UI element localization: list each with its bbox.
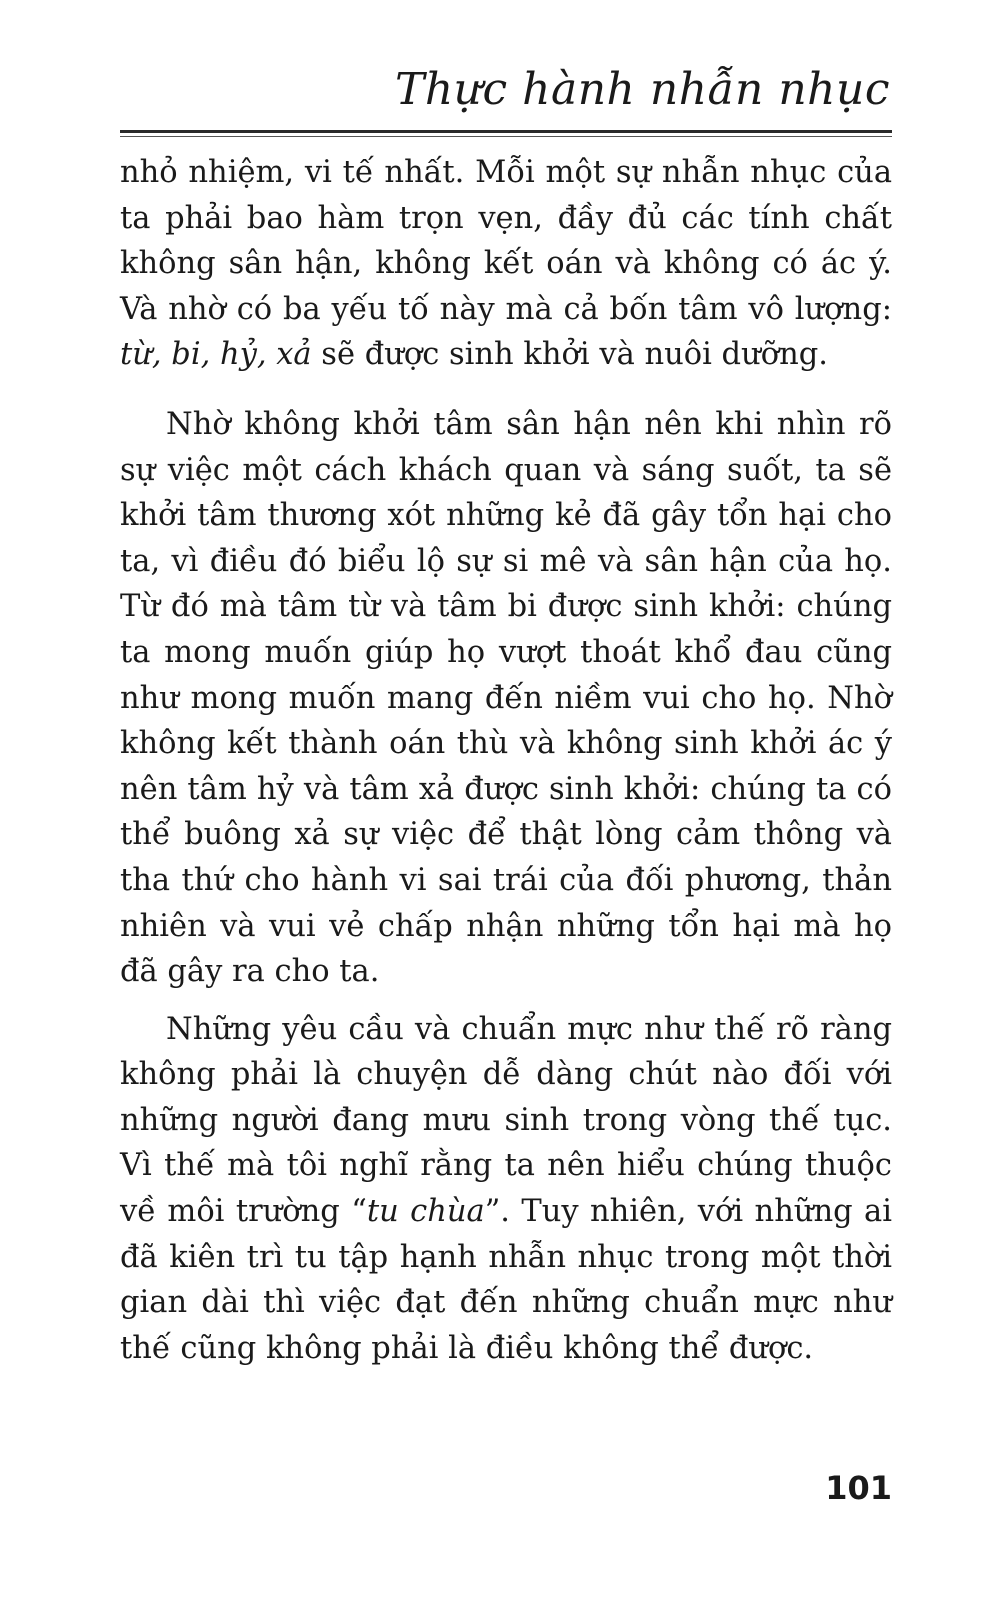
paragraph-3-italic-tu-chua: tu chùa (366, 1194, 485, 1230)
body-text (120, 150, 892, 1371)
page-number: 101 (825, 1469, 892, 1507)
header-rule (120, 130, 892, 133)
paragraph-3 (120, 1007, 892, 1372)
header-rule-thin (120, 136, 892, 137)
paragraph-2 (120, 402, 892, 995)
paragraph-2-text: Nhờ không khởi tâm sân hận nên khi nhìn rõ sự việc một cách khách quan và sáng suốt, ta sẽ khởi tâm thương xót những kẻ đã gây tổn hại cho ta, vì điều đó biểu lộ sự si mê và sân hận của họ. Từ đó mà tâm từ và tâm bi được sinh khởi: chúng ta mong muốn giúp họ vượt thoát khổ đau cũng như mong muốn mang đến niềm vui cho họ. Nhờ không kết thành oán thù và không sinh khởi ác ý nên tâm hỷ và tâm xả được sinh khởi: chúng ta có thể buông xả sự việc để thật lòng cảm thông và tha thứ cho hành vi sai trái của đối phương, thản nhiên và vui vẻ chấp nhận những tổn hại mà họ đã gây ra cho ta. (120, 406, 892, 990)
paragraph-1-text: nhỏ nhiệm, vi tế nhất. Mỗi một sự nhẫn nhục của ta phải bao hàm trọn vẹn, đầy đủ các tính chất không sân hận, không kết oán và không có ác ý. Và nhờ có ba yếu tố này mà cả bốn tâm vô lượng: (120, 155, 892, 327)
paragraph-3-text: Những yêu cầu và chuẩn mực như thế rõ ràng không phải là chuyện dễ dàng chút nào đối với những người đang mưu sinh trong vòng thế tục. Vì thế mà tôi nghĩ rằng ta nên hiểu chúng thuộc về môi trường “ (120, 1011, 892, 1230)
paragraph-3-text-end: ”. Tuy nhiên, với những ai đã kiên trì tu tập hạnh nhẫn nhục trong một thời gian dài thì việc đạt đến những chuẩn mực như thế cũng không phải là điều không thể được. (120, 1194, 892, 1366)
paragraph-1-text-end: sẽ được sinh khởi và nuôi dưỡng. (311, 337, 828, 373)
running-title: Thực hành nhẫn nhục (394, 64, 890, 115)
paragraph-1-italic-four-immeasurables: từ, bi, hỷ, xả (120, 337, 312, 373)
paragraph-1 (120, 150, 892, 378)
